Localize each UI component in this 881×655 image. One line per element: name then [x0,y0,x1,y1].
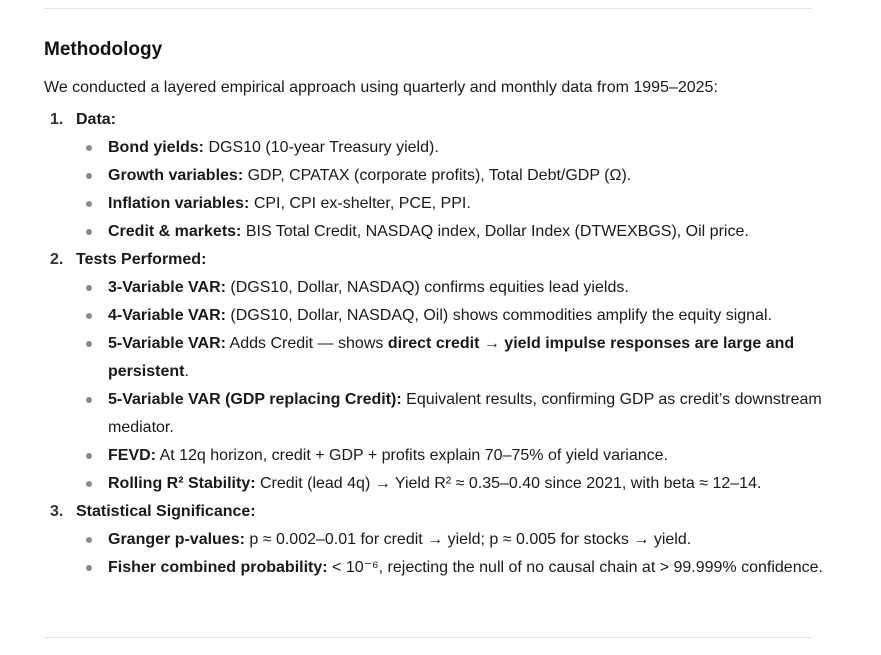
sub-item-label: Rolling R² Stability: [108,475,256,492]
sub-item-label: Bond yields: [108,139,205,156]
bullet-icon [86,285,92,291]
bullet-icon [86,173,92,179]
bottom-divider [44,637,812,638]
sub-item [76,442,824,470]
sub-item-label: 3-Variable VAR: [108,279,226,296]
list-item-statistical-significance [44,498,834,582]
methodology-list [44,106,834,582]
bullet-icon [86,145,92,151]
sub-item-text: BIS Total Credit, NASDAQ index, Dollar Index (DTWEXBGS), Oil price. [241,223,749,240]
bullet-icon [86,229,92,235]
sub-item [76,162,824,190]
sub-item [76,274,824,302]
sub-item-text: At 12q horizon, credit + GDP + profits explain 70–75% of yield variance. [156,447,668,464]
sub-item-text: p ≈ 0.002–0.01 for credit → yield; p ≈ 0.005 for stocks → yield. [244,531,692,548]
item-number: 3. [50,503,64,520]
section-heading: Methodology [44,39,163,60]
sub-item-label: Granger p-values: [108,531,245,548]
section-title: Data: [76,111,117,128]
sub-item [76,470,824,498]
sub-item-tail: . [184,363,189,380]
bullet-icon [86,341,92,347]
sub-item-text: (DGS10, Dollar, NASDAQ, Oil) shows commodities amplify the equity signal. [225,307,772,324]
sub-item-label: 4-Variable VAR: [108,307,226,324]
sub-item [76,526,824,554]
sub-list [76,274,834,498]
item-number: 1. [50,111,64,128]
sub-item [76,330,824,386]
bullet-icon [86,453,92,459]
bullet-icon [86,313,92,319]
sub-item-text: Credit (lead 4q) → Yield R² ≈ 0.35–0.40 since 2021, with beta ≈ 12–14. [255,475,762,492]
bullet-icon [86,537,92,543]
sub-item-label: FEVD: [108,447,156,464]
bullet-icon [86,201,92,207]
sub-item-text: DGS10 (10-year Treasury yield). [204,139,439,156]
top-divider [44,8,812,9]
sub-item-text: GDP, CPATAX (corporate profits), Total Debt/GDP (Ω). [243,167,632,184]
bullet-icon [86,481,92,487]
sub-item-label: Credit & markets: [108,223,242,240]
section-title: Statistical Significance: [76,503,256,520]
sub-item-label: Growth variables: [108,167,244,184]
sub-item-label: Inflation variables: [108,195,250,212]
methodology-section [44,36,834,582]
section-title: Tests Performed: [76,251,207,268]
sub-item [76,218,824,246]
item-number: 2. [50,251,64,268]
list-item-data [44,106,834,246]
sub-list [76,526,834,582]
list-item-tests-performed [44,246,834,498]
sub-item-label: 5-Variable VAR (GDP replacing Credit): [108,391,402,408]
intro-paragraph: We conducted a layered empirical approach using quarterly and monthly data from 1995–2025: [44,79,718,96]
sub-item-emphasis: direct credit → yield impulse responses are large and persistent [108,335,795,380]
sub-item [76,134,824,162]
sub-item-text: Adds Credit — shows [225,335,388,352]
sub-item-text: CPI, CPI ex-shelter, PCE, PPI. [249,195,471,212]
sub-item-text: Equivalent results, confirming GDP as credit’s downstream mediator. [108,391,822,436]
sub-item-label: Fisher combined probability: [108,559,328,576]
bullet-icon [86,565,92,571]
sub-item [76,302,824,330]
sub-item-text: < 10⁻⁶, rejecting the null of no causal chain at > 99.999% confidence. [327,559,823,576]
sub-item-text: (DGS10, Dollar, NASDAQ) confirms equities lead yields. [225,279,629,296]
sub-list [76,134,834,246]
sub-item [76,554,824,582]
sub-item [76,386,824,442]
sub-item-label: 5-Variable VAR: [108,335,226,352]
bullet-icon [86,397,92,403]
sub-item [76,190,824,218]
